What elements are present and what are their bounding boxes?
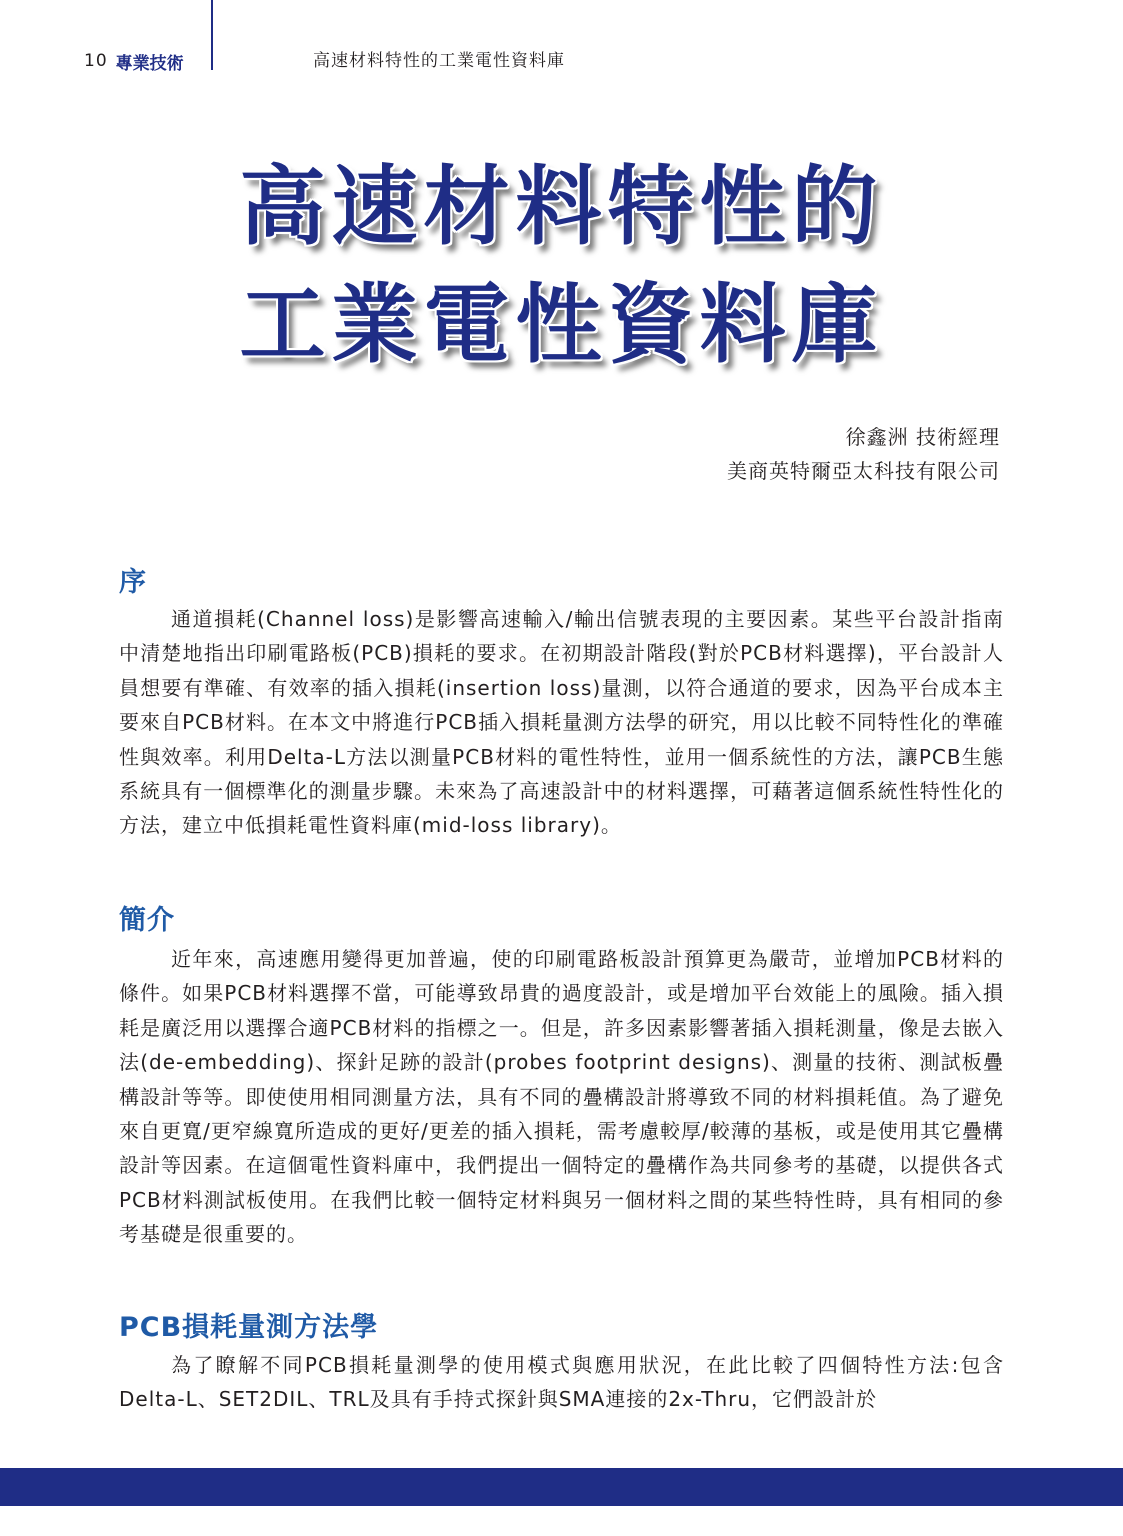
article-title-line-1: 高速材料特性的 (239, 157, 884, 257)
author-name: 徐鑫洲 技術經理 (845, 425, 1000, 449)
section-heading-methodology: PCB損耗量測方法學 (119, 1312, 379, 1343)
author-organization: 美商英特爾亞太科技有限公司 (727, 459, 1000, 483)
running-header (84, 46, 565, 76)
section-tag: 專業技術 (115, 53, 184, 74)
section-heading-introduction: 簡介 (119, 905, 175, 936)
paragraph-methodology: 為了瞭解不同PCB損耗量測學的使用模式與應用狀況，在此比較了四個特性方法:包含Delta-L、SET2DIL、TRL及具有手持式探針與SMA連接的2x-Thru，它們設計於 (119, 1353, 1004, 1412)
page-number: 10 (84, 51, 108, 71)
paragraph-introduction: 近年來，高速應用變得更加普遍，使的印刷電路板設計預算更為嚴苛，並增加PCB材料的條件。如果PCB材料選擇不當，可能導致昂貴的過度設計，或是增加平台效能上的風險。插入損耗是廣泛用以選擇合適PCB材料的指標之一。但是，許多因素影響著插入損耗測量，像是去嵌入法(de-embedding)、探針足跡的設計(probes footprint designs)、測量的技術、測試板疊構設計等等。即使使用相同測量方法，具有不同的疊構設計將導致不同的材料損耗值。為了避免來自更寬/更窄線寬所造成的更好/更差的插入損耗，需考慮較厚/較薄的基板，或是使用其它疊構設計等因素。在這個電性資料庫中，我們提出一個特定的疊構作為共同參考的基礎，以提供各式PCB材料測試板使用。在我們比較一個特定材料與另一個材料之間的某些特性時，具有相同的參考基礎是很重要的。 (119, 947, 1004, 1247)
running-title: 高速材料特性的工業電性資料庫 (313, 51, 565, 71)
article-title-line-2: 工業電性資料庫 (239, 275, 884, 375)
header-divider (211, 0, 213, 70)
footer-bar (0, 1468, 1123, 1506)
section-heading-preface: 序 (119, 567, 147, 598)
paragraph-preface: 通道損耗(Channel loss)是影響高速輸入/輸出信號表現的主要因素。某些平台設計指南中清楚地指出印刷電路板(PCB)損耗的要求。在初期設計階段(對於PCB材料選擇)，平台設計人員想要有準確、有效率的插入損耗(insertion loss)量測，以符合通道的要求，因為平台成本主要來自PCB材料。在本文中將進行PCB插入損耗量測方法學的研究，用以比較不同特性化的準確性與效率。利用Delta-L方法以測量PCB材料的電性特性，並用一個系統性的方法，讓PCB生態系統具有一個標準化的測量步驟。未來為了高速設計中的材料選擇，可藉著這個系統性特性化的方法，建立中低損耗電性資料庫(mid-loss library)。 (119, 607, 1004, 838)
